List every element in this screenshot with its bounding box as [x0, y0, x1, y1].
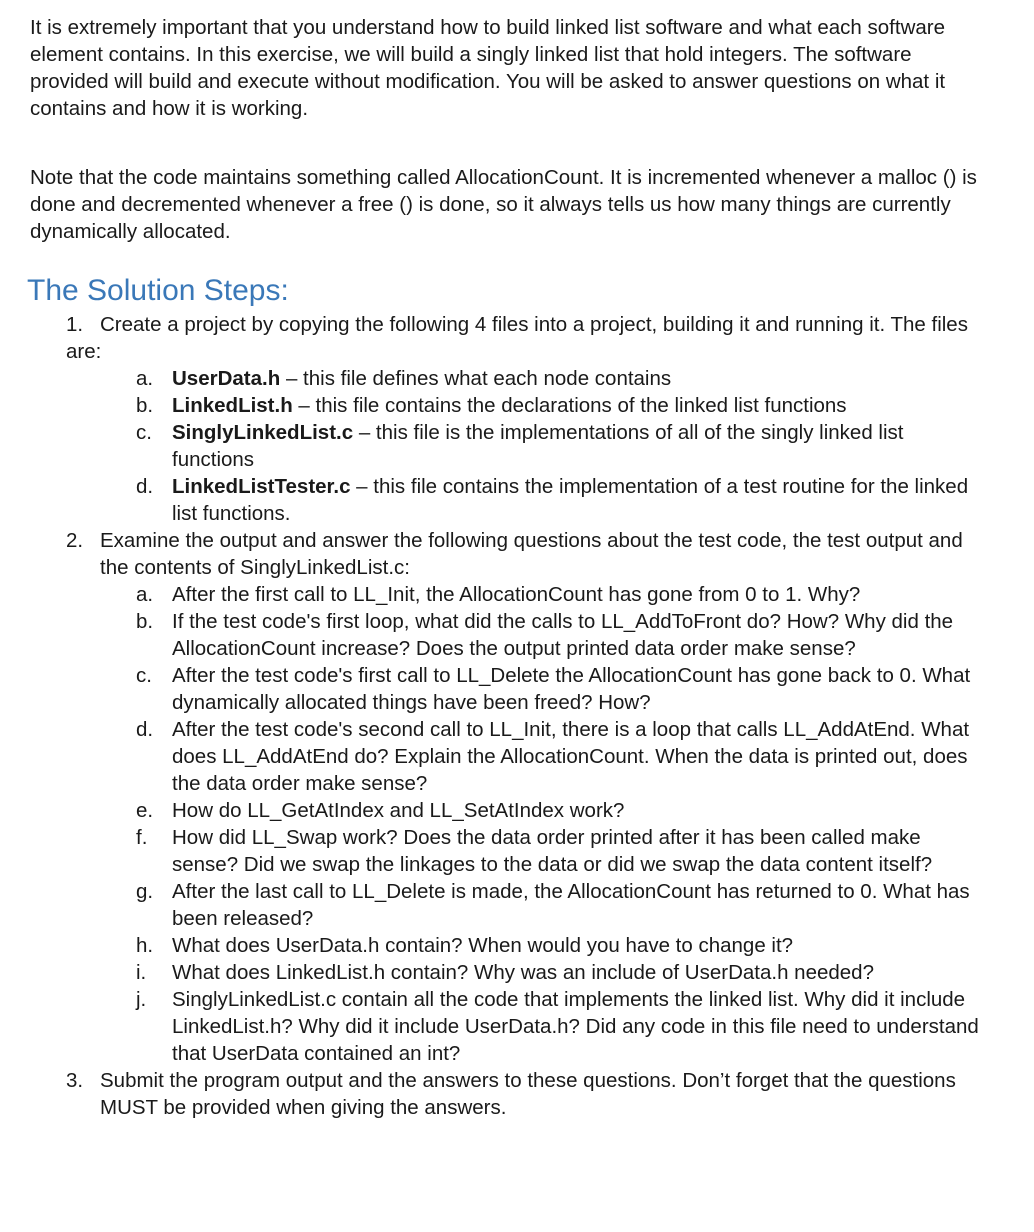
- list-item: b. LinkedList.h – this file contains the declarations of the linked list functions: [136, 394, 847, 417]
- list-item: i. What does LinkedList.h contain? Why was an include of UserData.h needed?: [136, 961, 874, 984]
- step-number: 1.: [66, 313, 84, 336]
- list-item: a. After the first call to LL_Init, the AllocationCount has gone from 0 to 1. Why?: [136, 583, 861, 606]
- steps-list: [30, 311, 990, 1121]
- list-item: e. How do LL_GetAtIndex and LL_SetAtIndex work?: [136, 799, 625, 822]
- intro-paragraph-1: It is extremely important that you understand how to build linked list software and what each software element contains. In this exercise, we will build a singly linked list that hold integers. The software provided will build and execute without modification. You will be asked to answer questions on what it contains and how it is working.: [30, 16, 946, 120]
- step-3: [30, 1067, 990, 1121]
- file-name: UserData.h: [172, 367, 281, 390]
- list-item: c. SinglyLinkedList.c – this file is the implementations of all of the singly linked list functions: [136, 421, 904, 471]
- list-item: h. What does UserData.h contain? When would you have to change it?: [136, 934, 794, 957]
- list-item: d. LinkedListTester.c – this file contains the implementation of a test routine for the linked list functions.: [136, 475, 969, 525]
- list-item: g. After the last call to LL_Delete is made, the AllocationCount has returned to 0. What has been released?: [136, 880, 970, 930]
- document-page: [27, 14, 990, 1121]
- list-item: j. SinglyLinkedList.c contain all the code that implements the linked list. Why did it include LinkedList.h? Why did it include UserData.h? Did any code in this file need to understand that UserData contained an int?: [136, 988, 979, 1065]
- list-item: c. After the test code's first call to LL_Delete the AllocationCount has gone back to 0. What dynamically allocated things have been freed? How?: [136, 664, 971, 714]
- file-list: [30, 365, 990, 527]
- section-heading: The Solution Steps:: [27, 274, 289, 307]
- list-item: a. UserData.h – this file defines what each node contains: [136, 367, 672, 390]
- step-text: Examine the output and answer the following questions about the test code, the test output and the contents of SinglyLinkedList.c:: [100, 529, 963, 579]
- step-2: [30, 527, 990, 1067]
- question-list: [30, 581, 990, 1067]
- step-number: 3.: [66, 1069, 84, 1092]
- step-number: 2.: [66, 529, 84, 552]
- intro-paragraph-2: Note that the code maintains something called AllocationCount. It is incremented whenever a malloc () is done and decremented whenever a free () is done, so it always tells us how many things are currently dynamically allocated.: [30, 166, 977, 243]
- file-name: LinkedListTester.c: [172, 475, 351, 498]
- list-item: f. How did LL_Swap work? Does the data order printed after it has been called make sense? Did we swap the linkages to the data or did we swap the data content itself?: [136, 826, 933, 876]
- list-item: d. After the test code's second call to LL_Init, there is a loop that calls LL_AddAtEnd. What does LL_AddAtEnd do? Explain the AllocationCount. When the data is printed out, does the data order make sense?: [136, 718, 970, 795]
- file-name: SinglyLinkedList.c: [172, 421, 354, 444]
- file-name: LinkedList.h: [172, 394, 293, 417]
- step-text: Create a project by copying the following 4 files into a project, building it and running it. The files are:: [66, 313, 968, 363]
- list-item: b. If the test code's first loop, what did the calls to LL_AddToFront do? How? Why did the AllocationCount increase? Does the output printed data order make sense?: [136, 610, 954, 660]
- step-1: [30, 311, 990, 527]
- step-text: Submit the program output and the answers to these questions. Don’t forget that the questions MUST be provided when giving the answers.: [100, 1069, 956, 1119]
